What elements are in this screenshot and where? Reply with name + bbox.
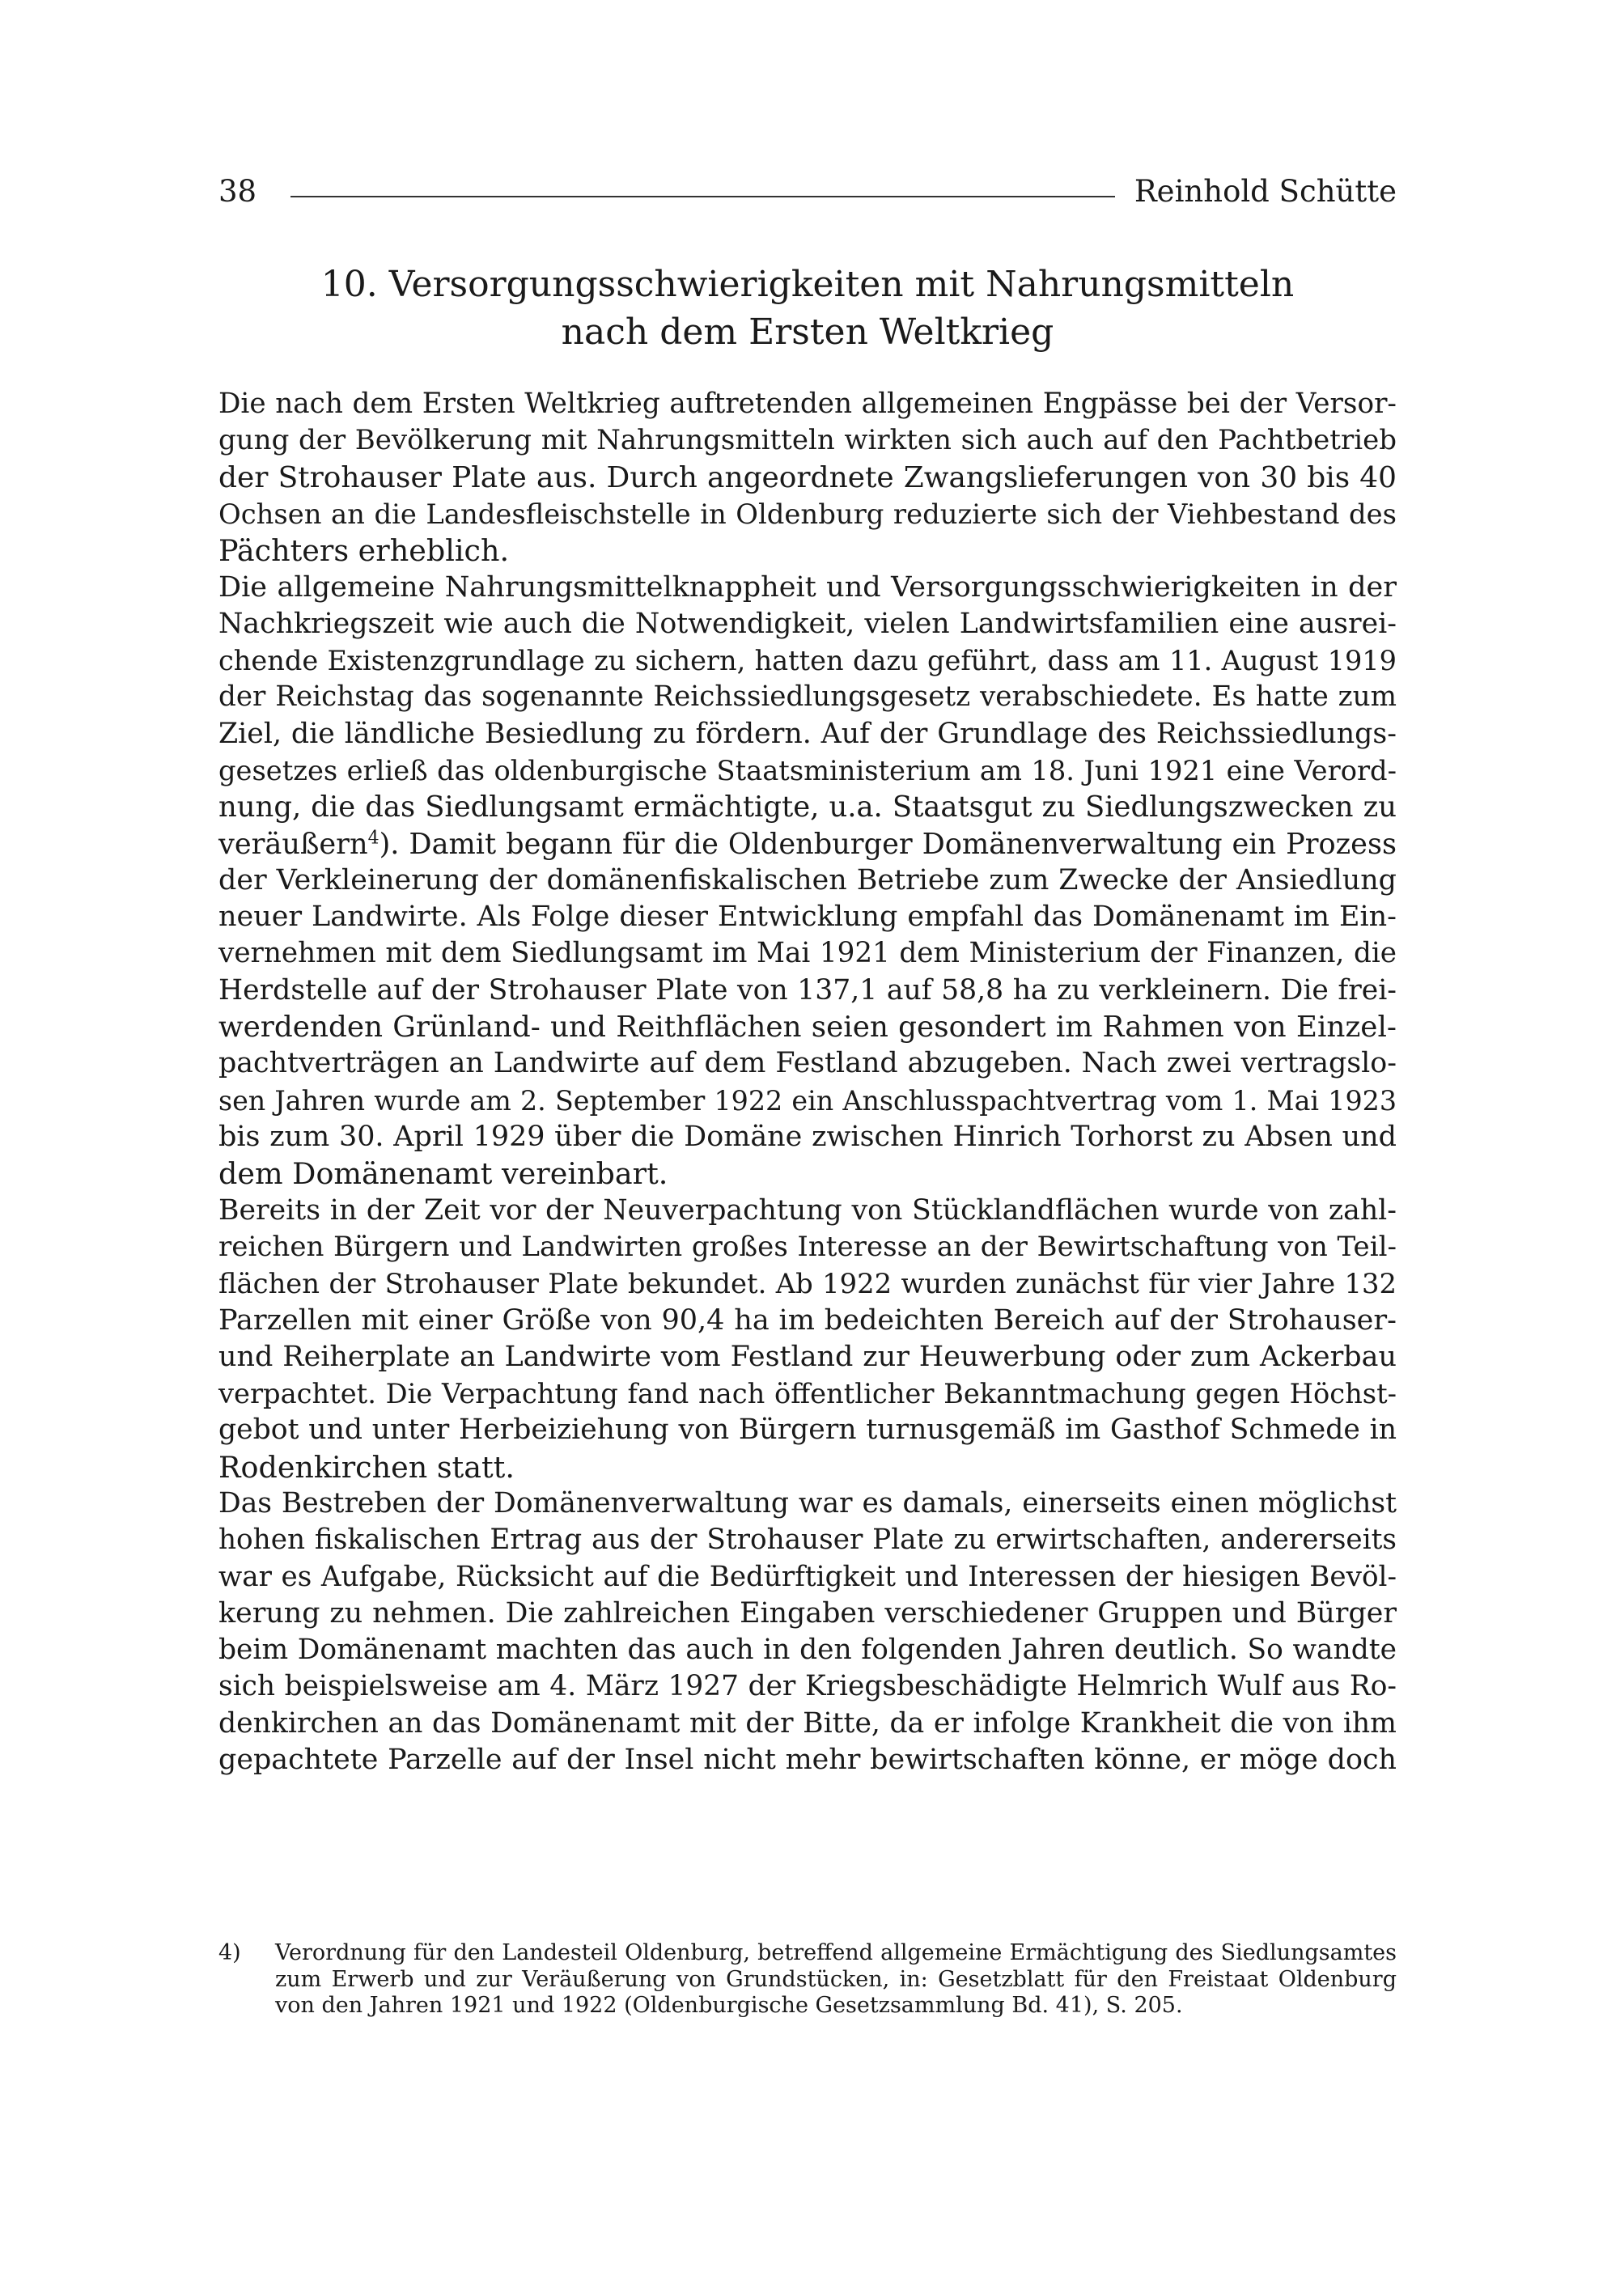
- footnote-reference[interactable]: 4: [367, 827, 379, 848]
- paragraph: [218, 386, 1397, 569]
- text-line: Nachkriegszeit wie auch die Notwendigkeit, vielen Landwirtsfamilien eine ausrei-: [218, 607, 1397, 640]
- text-line: neuer Landwirte. Als Folge dieser Entwicklung empfahl das Domänenamt im Ein-: [218, 901, 1397, 934]
- running-header: [218, 166, 1397, 209]
- text-line: werdenden Grünland- und Reithflächen seien gesondert im Rahmen von Einzel-: [218, 1011, 1397, 1045]
- text-line: Bereits in der Zeit vor der Neuverpachtung von Stücklandflächen wurde von zahl-: [218, 1193, 1397, 1227]
- paragraph: [218, 1193, 1397, 1486]
- text-line: sich beispielsweise am 4. März 1927 der Kriegsbeschädigte Helmrich Wulf aus Ro-: [218, 1670, 1397, 1703]
- page-number: 38: [218, 174, 257, 209]
- text-line: sen Jahren wurde am 2. September 1922 ein Anschlusspachtvertrag vom 1. Mai 1923: [218, 1084, 1397, 1117]
- text-line: Parzellen mit einer Größe von 90,4 ha im bedeichten Bereich auf der Strohauser-: [218, 1303, 1397, 1337]
- text-line: Rodenkirchen statt.: [218, 1449, 515, 1485]
- text-line: gesetzes erließ das oldenburgische Staatsministerium am 18. Juni 1921 eine Verord-: [218, 754, 1397, 786]
- body-text: [218, 386, 1397, 1778]
- text-fragment: veräußern: [218, 827, 368, 861]
- text-line: vernehmen mit dem Siedlungsamt im Mai 1921 dem Ministerium der Finanzen, die: [218, 937, 1397, 970]
- paragraph: [218, 1486, 1397, 1778]
- text-line: der Verkleinerung der domänenfiskalischen Betriebe zum Zwecke der Ansiedlung: [218, 863, 1397, 896]
- text-line: Die allgemeine Nahrungsmittelknappheit und Versorgungsschwierigkeiten in der: [218, 570, 1397, 604]
- text-line: der Reichstag das sogenannte Reichssiedlungsgesetz verabschiedete. Es hatte zum: [218, 680, 1397, 714]
- paragraph: [218, 569, 1397, 1192]
- text-line: dem Domänenamt vereinbart.: [218, 1156, 668, 1192]
- text-line: Die nach dem Ersten Weltkrieg auftretenden allgemeinen Engpässe bei der Versor-: [218, 388, 1397, 420]
- running-author: Reinhold Schütte: [1134, 174, 1397, 209]
- text-line: war es Aufgabe, Rücksicht auf die Bedürftigkeit und Interessen der hiesigen Bevöl-: [218, 1560, 1397, 1593]
- footnote-marker: 4): [218, 1940, 241, 1965]
- header-rule: [290, 196, 1115, 197]
- text-line: Pächters erheblich.: [218, 533, 510, 569]
- text-line: gepachtete Parzelle auf der Insel nicht mehr bewirtschaften könne, er möge doch: [218, 1743, 1397, 1776]
- footnote: [218, 1940, 1397, 2020]
- text-line: gebot und unter Herbeiziehung von Bürgern turnusgemäß im Gasthof Schmede in: [218, 1414, 1397, 1447]
- text-line: Ziel, die ländliche Besiedlung zu fördern. Auf der Grundlage des Reichssiedlungs-: [218, 717, 1397, 750]
- text-line: Herdstelle auf der Strohauser Plate von 137,1 auf 58,8 ha zu verkleinern. Die frei-: [218, 973, 1397, 1007]
- footnote-text: [275, 1940, 1397, 2020]
- text-line: verpachtet. Die Verpachtung fand nach öffentlicher Bekanntmachung gegen Höchst-: [218, 1378, 1397, 1410]
- footnote-line: von den Jahren 1921 und 1922 (Oldenburgische Gesetzsammlung Bd. 41), S. 205.: [275, 1993, 1183, 2018]
- footnote-line: zum Erwerb und zur Veräußerung von Grundstücken, in: Gesetzblatt für den Freistaat Oldenburg: [275, 1966, 1397, 1992]
- chapter-title-line: 10. Versorgungsschwierigkeiten mit Nahrungsmitteln: [320, 264, 1295, 305]
- text-line: der Strohauser Plate aus. Durch angeordnete Zwangslieferungen von 30 bis 40: [218, 460, 1397, 494]
- chapter-title-line: nach dem Ersten Weltkrieg: [561, 312, 1054, 353]
- text-line-with-footnote-ref: [218, 826, 1397, 863]
- text-line: kerung zu nehmen. Die zahlreichen Eingaben verschiedener Gruppen und Bürger: [218, 1596, 1397, 1630]
- text-line: nung, die das Siedlungsamt ermächtigte, u.a. Staatsgut zu Siedlungszwecken zu: [218, 790, 1397, 824]
- text-line: pachtverträgen an Landwirte auf dem Festland abzugeben. Nach zwei vertragslo-: [218, 1047, 1397, 1080]
- text-line: reichen Bürgern und Landwirten großes Interesse an der Bewirtschaftung von Teil-: [218, 1230, 1397, 1263]
- text-line: Ochsen an die Landesfleischstelle in Oldenburg reduzierte sich der Viehbestand des: [218, 498, 1397, 530]
- chapter-title: [218, 261, 1397, 356]
- text-line: hohen fiskalischen Ertrag aus der Strohauser Plate zu erwirtschaften, andererseits: [218, 1524, 1397, 1557]
- text-fragment: ). Damit begann für die Oldenburger Domänenverwaltung ein Prozess: [379, 827, 1397, 861]
- text-line: denkirchen an das Domänenamt mit der Bitte, da er infolge Krankheit die von ihm: [218, 1706, 1397, 1740]
- text-line: chende Existenzgrundlage zu sichern, hatten dazu geführt, dass am 11. August 1919: [218, 645, 1397, 677]
- text-line: bis zum 30. April 1929 über die Domäne zwischen Hinrich Torhorst zu Absen und: [218, 1120, 1397, 1153]
- text-line: flächen der Strohauser Plate bekundet. Ab 1922 wurden zunächst für vier Jahre 132: [218, 1268, 1397, 1300]
- text-line: und Reiherplate an Landwirte vom Festland zur Heuwerbung oder zum Ackerbau: [218, 1340, 1397, 1373]
- text-line: Das Bestreben der Domänenverwaltung war es damals, einerseits einen möglichst: [218, 1486, 1397, 1519]
- text-line: gung der Bevölkerung mit Nahrungsmitteln wirkten sich auch auf den Pachtbetrieb: [218, 424, 1397, 457]
- footnote-row: [218, 1940, 1397, 2020]
- text-line: beim Domänenamt machten das auch in den folgenden Jahren deutlich. So wandte: [218, 1634, 1397, 1667]
- footnote-line: Verordnung für den Landesteil Oldenburg, betreffend allgemeine Ermächtigung des Siedlungsamtes: [275, 1940, 1397, 1965]
